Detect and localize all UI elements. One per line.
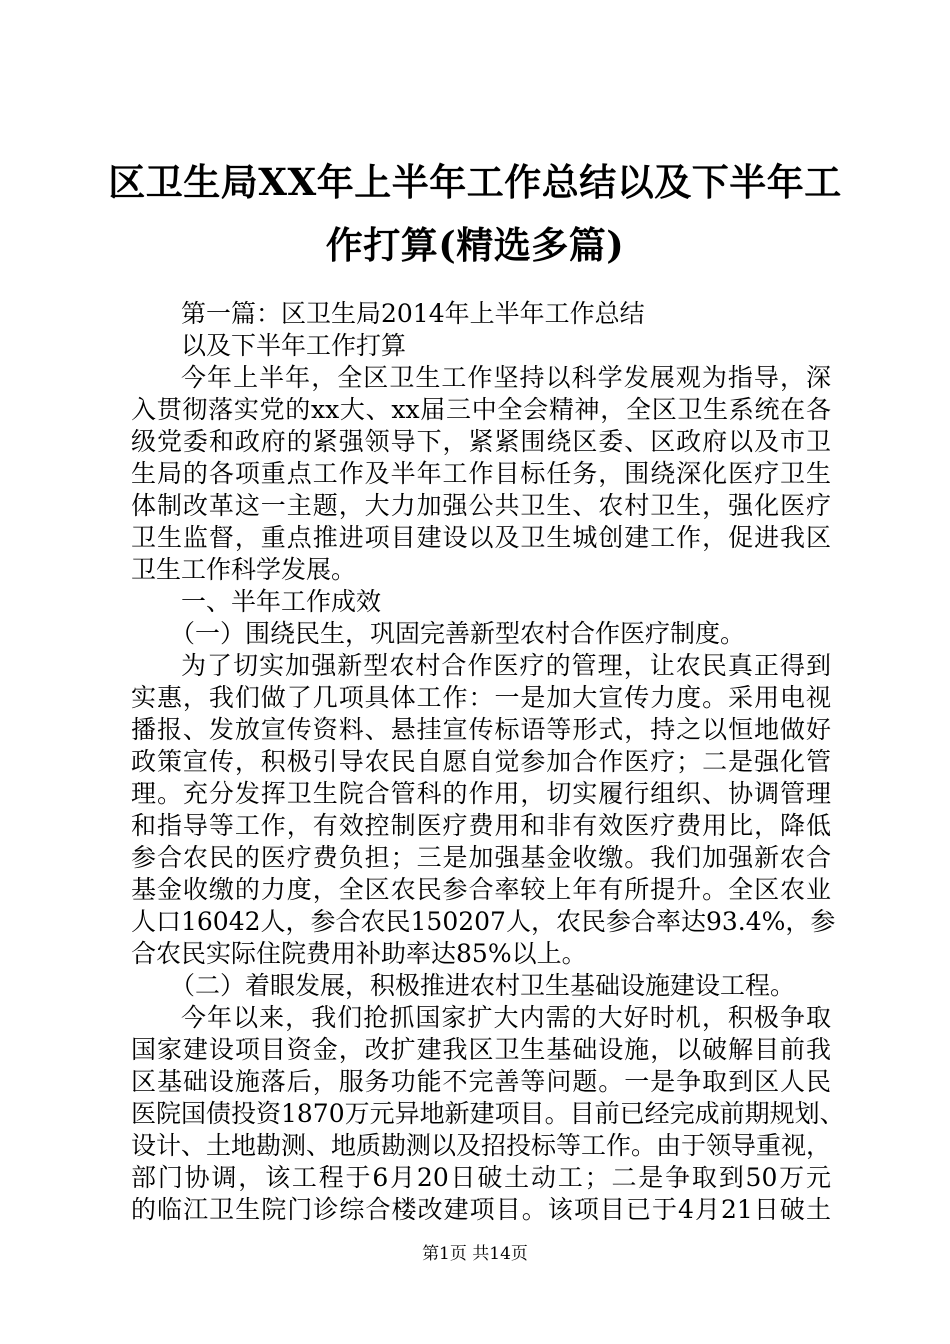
document-title-line-1: 区卫生局XX年上半年工作总结以及下半年工 [108,160,842,204]
paragraph-line: 和指导等工作，有效控制医疗费用和非有效医疗费用比，降低 [131,811,831,840]
paragraph-line: 生局的各项重点工作及半年工作目标任务，围绕深化医疗卫生 [131,459,831,488]
paragraph-line: 部门协调，该工程于6月20日破土动工；二是争取到50万元 [131,1163,831,1192]
paragraph-line: 卫生监督，重点推进项目建设以及卫生城创建工作，促进我区 [131,523,831,552]
paragraph-line: 为了切实加强新型农村合作医疗的管理，让农民真正得到 [181,651,831,680]
paragraph-line: 政策宣传，积极引导农民自愿自觉参加合作医疗；二是强化管 [131,747,831,776]
paragraph-line: 今年上半年，全区卫生工作坚持以科学发展观为指导，深 [181,363,831,392]
paragraph-line: 区基础设施落后，服务功能不完善等问题。一是争取到区人民 [131,1067,831,1096]
paragraph-line: 体制改革这一主题，大力加强公共卫生、农村卫生，强化医疗 [131,491,831,520]
paragraph-line: 合农民实际住院费用补助率达85%以上。 [131,939,587,968]
paragraph-line: 今年以来，我们抢抓国家扩大内需的大好时机，积极争取 [181,1003,831,1032]
paragraph-line: 入贯彻落实党的xx大、xx届三中全会精神，全区卫生系统在各 [131,395,831,424]
page-number-footer: 第1页 共14页 [422,1244,528,1264]
section-heading: 一、半年工作成效 [181,587,382,616]
paragraph-line: 播报、发放宣传资料、悬挂宣传标语等形式，持之以恒地做好 [131,715,831,744]
paragraph-line: 人口16042人，参合农民150207人，农民参合率达93.4%，参 [131,907,836,936]
section-heading-line-1: 第一篇：区卫生局2014年上半年工作总结 [181,299,645,328]
paragraph-line: 级党委和政府的紧强领导下，紧紧围绕区委、区政府以及市卫 [131,427,831,456]
paragraph-line: 参合农民的医疗费负担；三是加强基金收缴。我们加强新农合 [131,843,831,872]
paragraph-line: 理。充分发挥卫生院合管科的作用，切实履行组织、协调管理 [131,779,831,808]
paragraph-line: 的临江卫生院门诊综合楼改建项目。该项目已于4月21日破土 [131,1195,831,1224]
section-heading-line-2: 以及下半年工作打算 [181,331,407,360]
paragraph-line: 实惠，我们做了几项具体工作：一是加大宣传力度。采用电视 [131,683,831,712]
paragraph-line: 基金收缴的力度，全区农民参合率较上年有所提升。全区农业 [131,875,831,904]
paragraph-line: 设计、土地勘测、地质勘测以及招投标等工作。由于领导重视， [131,1131,832,1160]
paragraph-line: 国家建设项目资金，改扩建我区卫生基础设施，以破解目前我 [131,1035,831,1064]
subsection-heading: （一）围绕民生，巩固完善新型农村合作医疗制度。 [170,619,746,648]
paragraph-line: 卫生工作科学发展。 [131,555,357,584]
document-title-line-2: 作打算(精选多篇) [325,223,625,267]
subsection-heading: （二）着眼发展，积极推进农村卫生基础设施建设工程。 [170,971,796,1000]
paragraph-line: 医院国债投资1870万元异地新建项目。目前已经完成前期规划、 [131,1099,845,1128]
